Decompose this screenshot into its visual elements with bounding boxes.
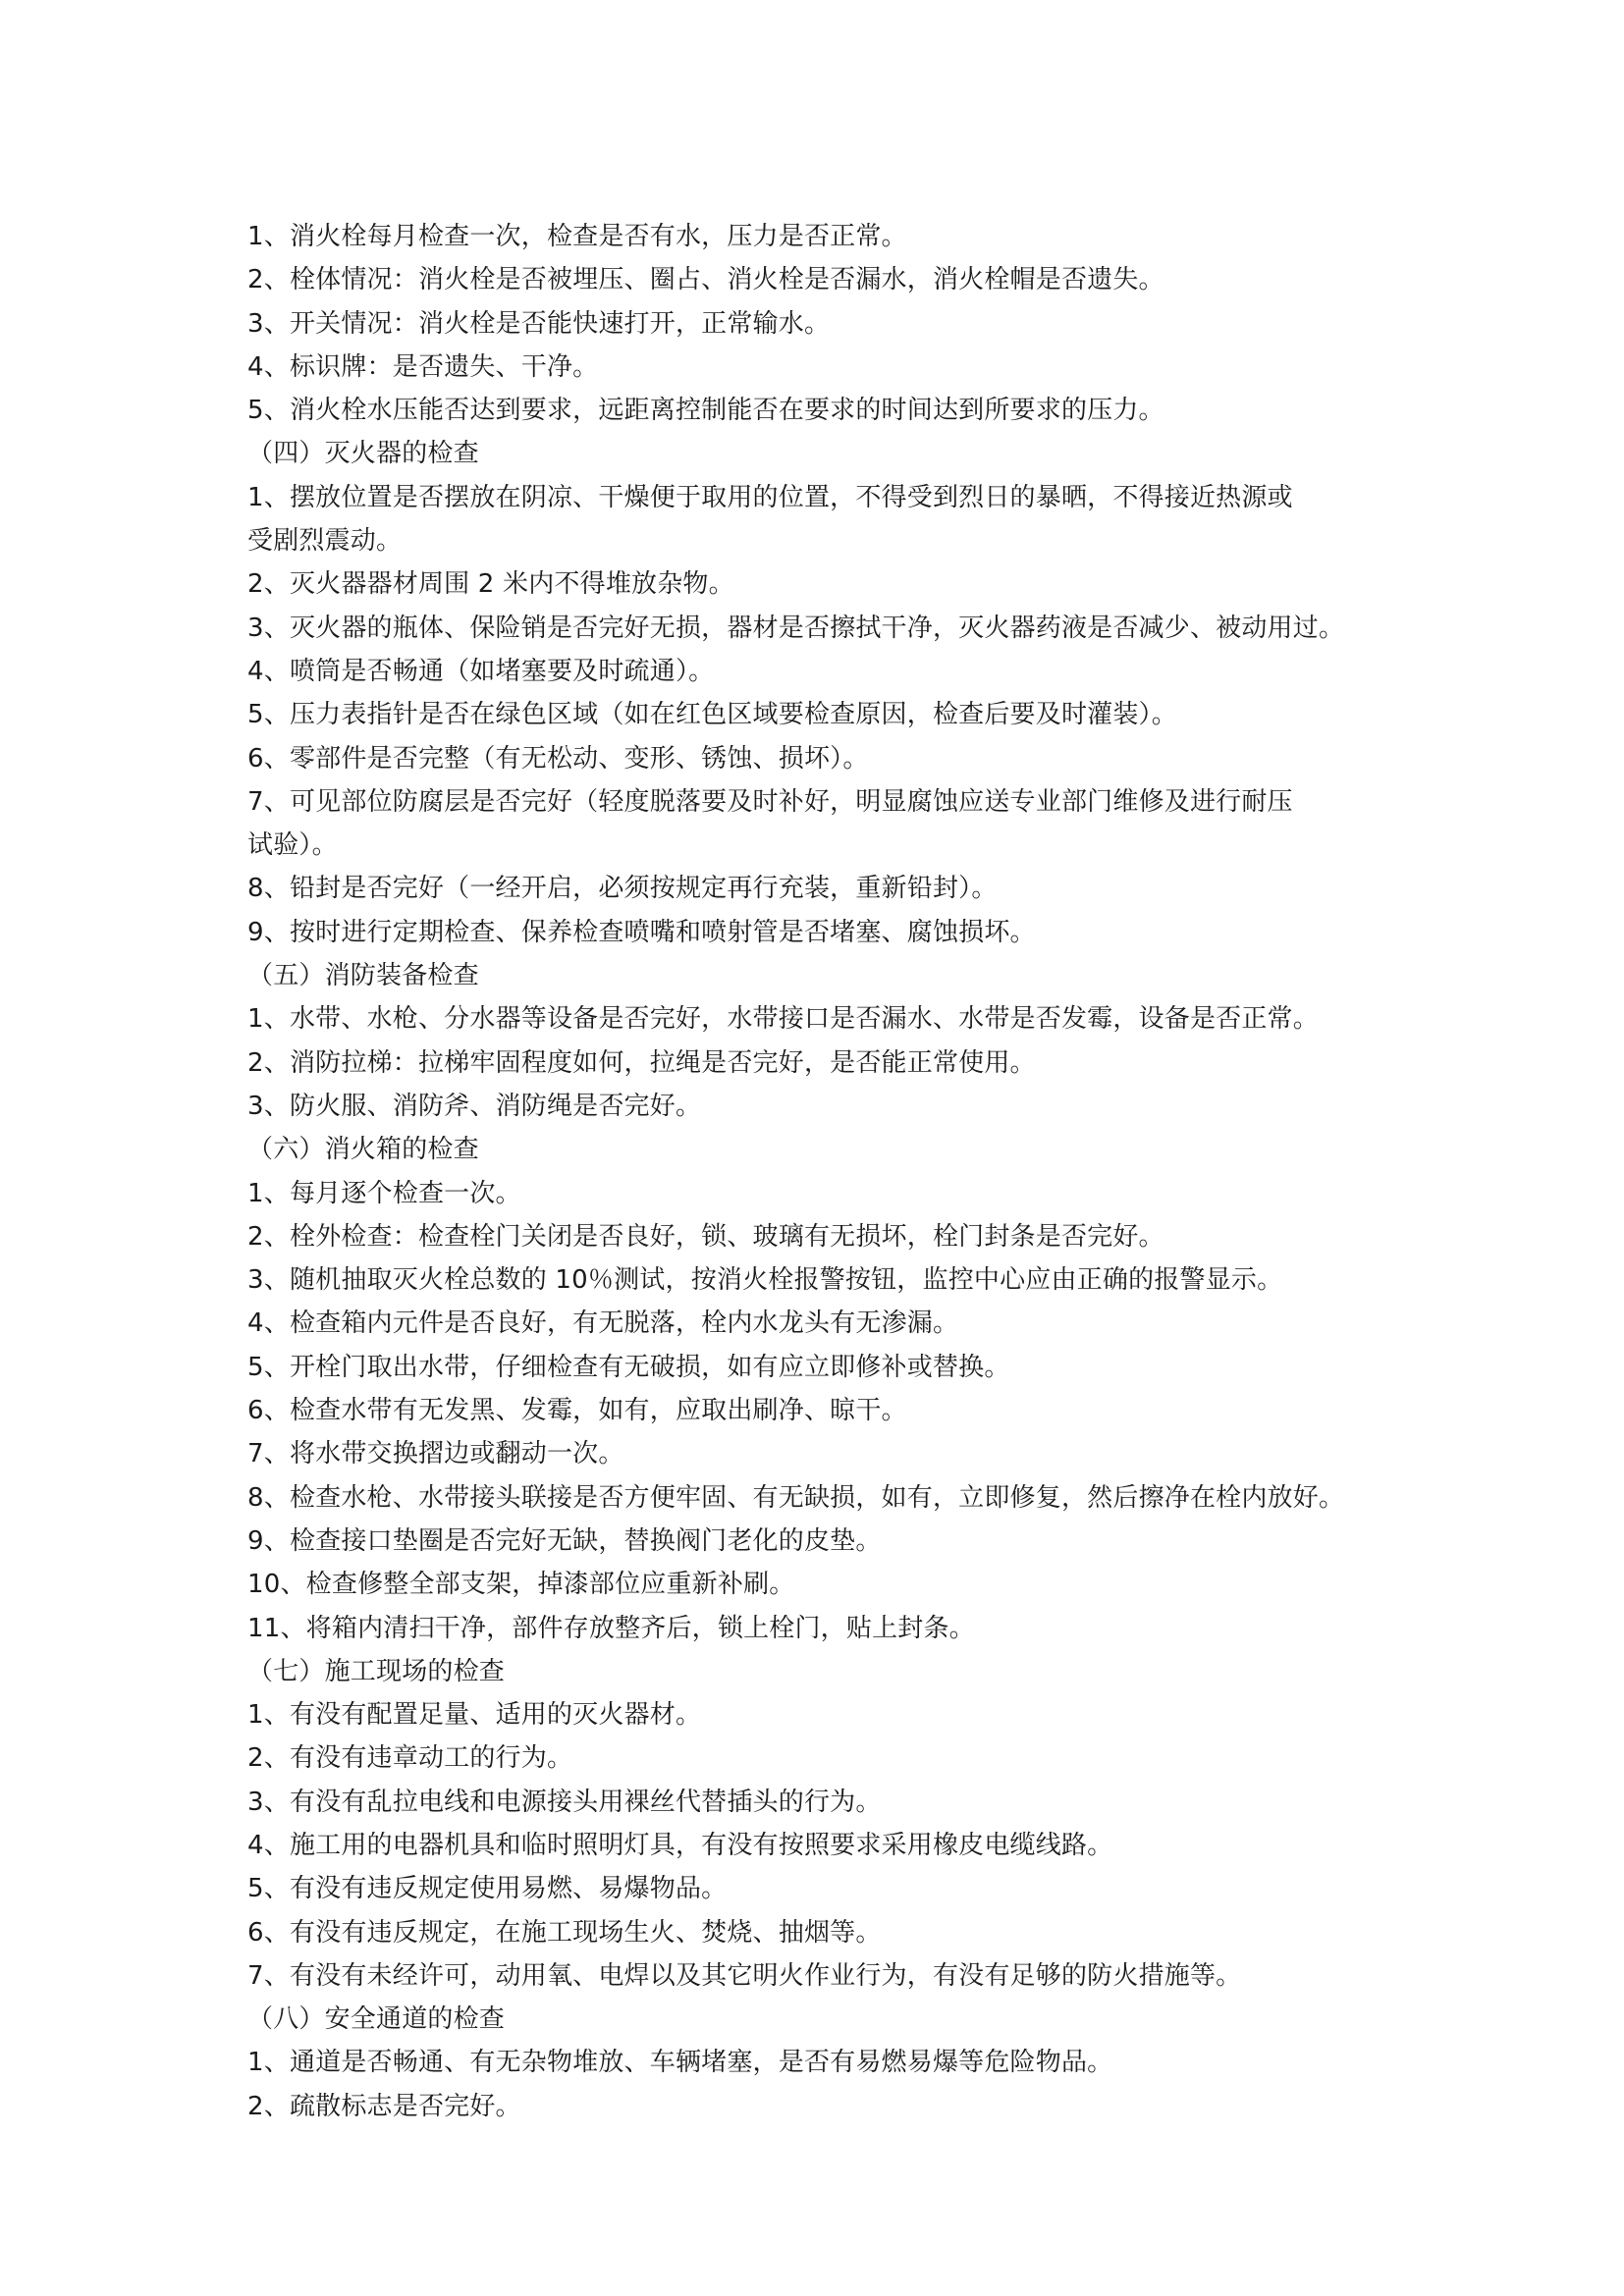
paragraph-line: 3、开关情况：消火栓是否能快速打开，正常输水。 (247, 308, 831, 339)
paragraph-line: 4、施工用的电器机具和临时照明灯具，有没有按照要求采用橡皮电缆线路。 (247, 1830, 1113, 1860)
paragraph-line: 5、有没有违反规定使用易燃、易爆物品。 (247, 1874, 728, 1904)
paragraph-line: 11、将箱内清扫干净，部件存放整齐后，锁上栓门，贴上封条。 (247, 1613, 975, 1643)
paragraph-line: 2、消防拉梯：拉梯牢固程度如何，拉绳是否完好，是否能正常使用。 (247, 1047, 1036, 1078)
paragraph-line: 1、每月逐个检查一次。 (247, 1178, 521, 1208)
paragraph-line: 4、喷筒是否畅通（如堵塞要及时疏通）。 (247, 656, 715, 686)
paragraph-line: 3、防火服、消防斧、消防绳是否完好。 (247, 1091, 702, 1121)
paragraph-line: 5、压力表指针是否在绿色区域（如在红色区域要检查原因，检查后要及时灌装）。 (247, 700, 1177, 730)
paragraph-line: 4、标识牌：是否遗失、干净。 (247, 351, 599, 382)
paragraph-line: 3、有没有乱拉电线和电源接头用裸丝代替插头的行为。 (247, 1787, 882, 1817)
paragraph-line: 1、水带、水枪、分水器等设备是否完好，水带接口是否漏水、水带是否发霉，设备是否正常。 (247, 1004, 1319, 1035)
paragraph-line: 9、按时进行定期检查、保养检查喷嘴和喷射管是否堵塞、腐蚀损坏。 (247, 917, 1036, 947)
paragraph-line: 试验）。 (247, 830, 338, 861)
paragraph-line: 5、消火栓水压能否达到要求，远距离控制能否在要求的时间达到所要求的压力。 (247, 396, 1164, 426)
paragraph-line: 10、检查修整全部支架，掉漆部位应重新补刷。 (247, 1570, 795, 1600)
paragraph-line: 6、有没有违反规定，在施工现场生火、焚烧、抽烟等。 (247, 1917, 882, 1948)
paragraph-line: 2、疏散标志是否完好。 (247, 2091, 521, 2121)
section-heading: （七）施工现场的检查 (247, 1656, 506, 1686)
paragraph-line: 2、有没有违章动工的行为。 (247, 1743, 573, 1774)
paragraph-line: 1、有没有配置足量、适用的灭火器材。 (247, 1700, 702, 1731)
paragraph-line: 6、零部件是否完整（有无松动、变形、锈蚀、损坏）。 (247, 743, 869, 774)
paragraph-line: 4、检查箱内元件是否良好，有无脱落，栓内水龙头有无渗漏。 (247, 1308, 959, 1339)
section-heading: （六）消火箱的检查 (247, 1135, 479, 1165)
section-heading: （八）安全通道的检查 (247, 2004, 506, 2035)
paragraph-line: 3、灭火器的瓶体、保险销是否完好无损，器材是否擦拭干净，灭火器药液是否减少、被动用过。 (247, 613, 1345, 643)
paragraph-line: 1、通道是否畅通、有无杂物堆放、车辆堵塞，是否有易燃易爆等危险物品。 (247, 2048, 1113, 2078)
paragraph-line: 2、栓体情况：消火栓是否被埋压、圈占、消火栓是否漏水，消火栓帽是否遗失。 (247, 265, 1164, 295)
paragraph-line: 1、摆放位置是否摆放在阴凉、干燥便于取用的位置，不得受到烈日的暴晒，不得接近热源或 (247, 482, 1293, 512)
section-heading: （四）灭火器的检查 (247, 439, 479, 469)
paragraph-line: 3、随机抽取灭火栓总数的 10％测试，按消火栓报警按钮，监控中心应由正确的报警显示。 (247, 1265, 1283, 1296)
section-heading: （五）消防装备检查 (247, 961, 479, 991)
paragraph-line: 8、铅封是否完好（一经开启，必须按规定再行充装，重新铅封）。 (247, 874, 998, 904)
paragraph-line: 2、灭火器器材周围 2 米内不得堆放杂物。 (247, 569, 734, 600)
paragraph-line: 6、检查水带有无发黑、发霉，如有，应取出刷净、晾干。 (247, 1396, 907, 1426)
paragraph-line: 7、将水带交换摺边或翻动一次。 (247, 1439, 624, 1469)
paragraph-line: 7、可见部位防腐层是否完好（轻度脱落要及时补好，明显腐蚀应送专业部门维修及进行耐压 (247, 786, 1293, 817)
paragraph-line: 2、栓外检查：检查栓门关闭是否良好，锁、玻璃有无损坏，栓门封条是否完好。 (247, 1221, 1164, 1252)
document-page (247, 215, 1401, 2128)
paragraph-line: 9、检查接口垫圈是否完好无缺，替换阀门老化的皮垫。 (247, 1525, 882, 1556)
paragraph-line: 受剧烈震动。 (247, 526, 403, 557)
paragraph-line: 1、消火栓每月检查一次，检查是否有水，压力是否正常。 (247, 222, 907, 251)
paragraph-line: 8、检查水枪、水带接头联接是否方便牢固、有无缺损，如有，立即修复，然后擦净在栓内放好。 (247, 1482, 1345, 1513)
paragraph-line: 7、有没有未经许可，动用氧、电焊以及其它明火作业行为，有没有足够的防火措施等。 (247, 1960, 1242, 1991)
paragraph-line: 5、开栓门取出水带，仔细检查有无破损，如有应立即修补或替换。 (247, 1352, 1010, 1382)
